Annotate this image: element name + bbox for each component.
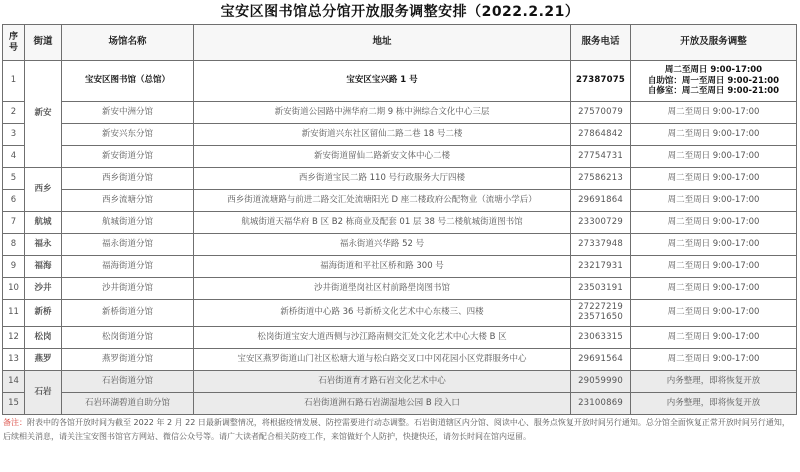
footnote-label: 备注： [3, 418, 27, 427]
phone-number: 23571650 [578, 312, 623, 322]
row-no: 13 [3, 349, 25, 371]
hours-cell: 周二至周日 9:00-17:00 [631, 278, 797, 300]
venue-name: 宝安区图书馆（总馆） [62, 61, 194, 102]
venue-name: 新桥街道分馆 [62, 300, 194, 327]
header-no: 序号 [3, 25, 25, 61]
row-no: 3 [3, 124, 25, 146]
table-row [3, 349, 797, 371]
phone-number: 29691864 [571, 190, 631, 212]
address: 石岩街道育才路石岩文化艺术中心 [194, 371, 571, 393]
address: 新安街道公园路中洲华府二期 9 栋中洲综合文化中心三层 [194, 102, 571, 124]
street-cell: 石岩 [25, 371, 62, 415]
street-cell: 新桥 [25, 300, 62, 327]
table-row [3, 393, 797, 415]
table-row [3, 278, 797, 300]
hours-cell [631, 61, 797, 102]
address: 松岗街道宝安大道西侧与沙江路南侧交汇处文化艺术中心大楼 B 区 [194, 327, 571, 349]
footnote-text: 附表中的各馆开放时间为截至 2022 年 2 月 22 日最新调整情况，将根据疫情发展、防控需要进行动态调整。石岩街道辖区内分馆、阅读中心、服务点恢复开放时间另行通知。总分馆全面恢复正常开放时间另行通知，后续相关消息，请关注宝安图书馆官方网站、微信公众号等。请广大读者配合相关防疫工作，来馆做好个人防护，快捷快还，请勿长时间在馆内逗留。 [3, 418, 790, 441]
row-no: 10 [3, 278, 25, 300]
phone-number: 27227219 [578, 302, 623, 313]
street-cell: 沙井 [25, 278, 62, 300]
phone-number: 23503191 [571, 278, 631, 300]
venue-name: 松岗街道分馆 [62, 327, 194, 349]
street-cell: 福永 [25, 234, 62, 256]
hours-cell: 周二至周日 9:00-17:00 [631, 234, 797, 256]
phone-number: 29691564 [571, 349, 631, 371]
phone-number: 27387075 [571, 61, 631, 102]
address: 新安街道兴东社区留仙二路二巷 18 号二楼 [194, 124, 571, 146]
venue-name: 石岩环湖碧道自助分馆 [62, 393, 194, 415]
address: 新桥街道中心路 36 号新桥文化艺术中心东楼三、四楼 [194, 300, 571, 327]
phone-number: 27864842 [571, 124, 631, 146]
phone-number: 27570079 [571, 102, 631, 124]
address: 沙井街道壆岗社区村前路壆岗图书馆 [194, 278, 571, 300]
table-row [3, 212, 797, 234]
hours-cell: 内务整理，即将恢复开放 [631, 393, 797, 415]
hours-cell: 周二至周日 9:00-17:00 [631, 349, 797, 371]
address: 石岩街道洲石路石岩湖湿地公园 B 段入口 [194, 393, 571, 415]
venue-name: 燕罗街道分馆 [62, 349, 194, 371]
venue-name: 新安中洲分馆 [62, 102, 194, 124]
street-cell: 西乡 [25, 168, 62, 212]
phone-number: 29059990 [571, 371, 631, 393]
table-row [3, 146, 797, 168]
table-row [3, 256, 797, 278]
venue-name: 福海街道分馆 [62, 256, 194, 278]
hours-cell: 周二至周日 9:00-17:00 [631, 146, 797, 168]
hours-cell: 周二至周日 9:00-17:00 [631, 102, 797, 124]
hours-cell: 周二至周日 9:00-17:00 [631, 190, 797, 212]
row-no: 4 [3, 146, 25, 168]
hours-cell: 周二至周日 9:00-17:00 [631, 300, 797, 327]
address: 福永街道兴华路 52 号 [194, 234, 571, 256]
address: 福海街道和平社区桥和路 300 号 [194, 256, 571, 278]
header-hours: 开放及服务调整 [631, 25, 797, 61]
table-row [3, 102, 797, 124]
row-no: 12 [3, 327, 25, 349]
address: 宝安区宝兴路 1 号 [194, 61, 571, 102]
row-no: 1 [3, 61, 25, 102]
venue-name: 西乡流塘分馆 [62, 190, 194, 212]
address: 西乡街道宝民二路 110 号行政服务大厅四楼 [194, 168, 571, 190]
row-no: 2 [3, 102, 25, 124]
row-no: 8 [3, 234, 25, 256]
phone-number: 23063315 [571, 327, 631, 349]
venue-name: 沙井街道分馆 [62, 278, 194, 300]
schedule-table [2, 24, 797, 415]
row-no: 7 [3, 212, 25, 234]
table-row [3, 327, 797, 349]
page-title: 宝安区图书馆总分馆开放服务调整安排（2022.2.21） [220, 4, 580, 20]
table-row [3, 300, 797, 327]
header-address: 地址 [194, 25, 571, 61]
venue-name: 西乡街道分馆 [62, 168, 194, 190]
hours-cell: 周二至周日 9:00-17:00 [631, 124, 797, 146]
hours-line: 自助馆：周一至周日 9:00-21:00 [647, 75, 780, 86]
address: 宝安区燕罗街道山门社区松塘大道与松白路交叉口中冈花园小区党群服务中心 [194, 349, 571, 371]
table-row [3, 61, 797, 102]
street-cell: 新安 [25, 61, 62, 168]
table-header-row [3, 25, 797, 61]
venue-name: 福永街道分馆 [62, 234, 194, 256]
phone-cell [571, 300, 631, 327]
header-street: 街道 [25, 25, 62, 61]
phone-number: 27337948 [571, 234, 631, 256]
phone-number: 23300729 [571, 212, 631, 234]
row-no: 5 [3, 168, 25, 190]
table-row [3, 190, 797, 212]
row-no: 9 [3, 256, 25, 278]
table-row [3, 371, 797, 393]
table-row [3, 168, 797, 190]
row-no: 6 [3, 190, 25, 212]
phone-number: 23100869 [571, 393, 631, 415]
street-cell: 松岗 [25, 327, 62, 349]
hours-line: 自修室：周二至周日 9:00-21:00 [647, 86, 780, 97]
hours-cell: 内务整理，即将恢复开放 [631, 371, 797, 393]
address: 新安街道留仙二路新安文体中心二楼 [194, 146, 571, 168]
venue-name: 新安街道分馆 [62, 146, 194, 168]
hours-line: 周二至周日 9:00-17:00 [664, 65, 763, 76]
venue-name: 石岩街道分馆 [62, 371, 194, 393]
table-row [3, 234, 797, 256]
row-no: 14 [3, 371, 25, 393]
row-no: 11 [3, 300, 25, 327]
hours-cell: 周二至周日 9:00-17:00 [631, 168, 797, 190]
footnote [3, 416, 795, 444]
hours-cell: 周二至周日 9:00-17:00 [631, 212, 797, 234]
hours-cell: 周二至周日 9:00-17:00 [631, 327, 797, 349]
venue-name: 新安兴东分馆 [62, 124, 194, 146]
header-venue: 场馆名称 [62, 25, 194, 61]
phone-number: 27754731 [571, 146, 631, 168]
address: 西乡街道流塘路与前进二路交汇处流塘阳光 D 座二楼政府公配物业（流塘小学后） [194, 190, 571, 212]
row-no: 15 [3, 393, 25, 415]
phone-number: 27586213 [571, 168, 631, 190]
address: 航城街道天福华府 B 区 B2 栋商业及配套 01 层 38 号二楼航城街道图书馆 [194, 212, 571, 234]
phone-number: 23217931 [571, 256, 631, 278]
table-row [3, 124, 797, 146]
venue-name: 航城街道分馆 [62, 212, 194, 234]
street-cell: 航城 [25, 212, 62, 234]
street-cell: 燕罗 [25, 349, 62, 371]
street-cell: 福海 [25, 256, 62, 278]
hours-cell: 周二至周日 9:00-17:00 [631, 256, 797, 278]
header-phone: 服务电话 [571, 25, 631, 61]
